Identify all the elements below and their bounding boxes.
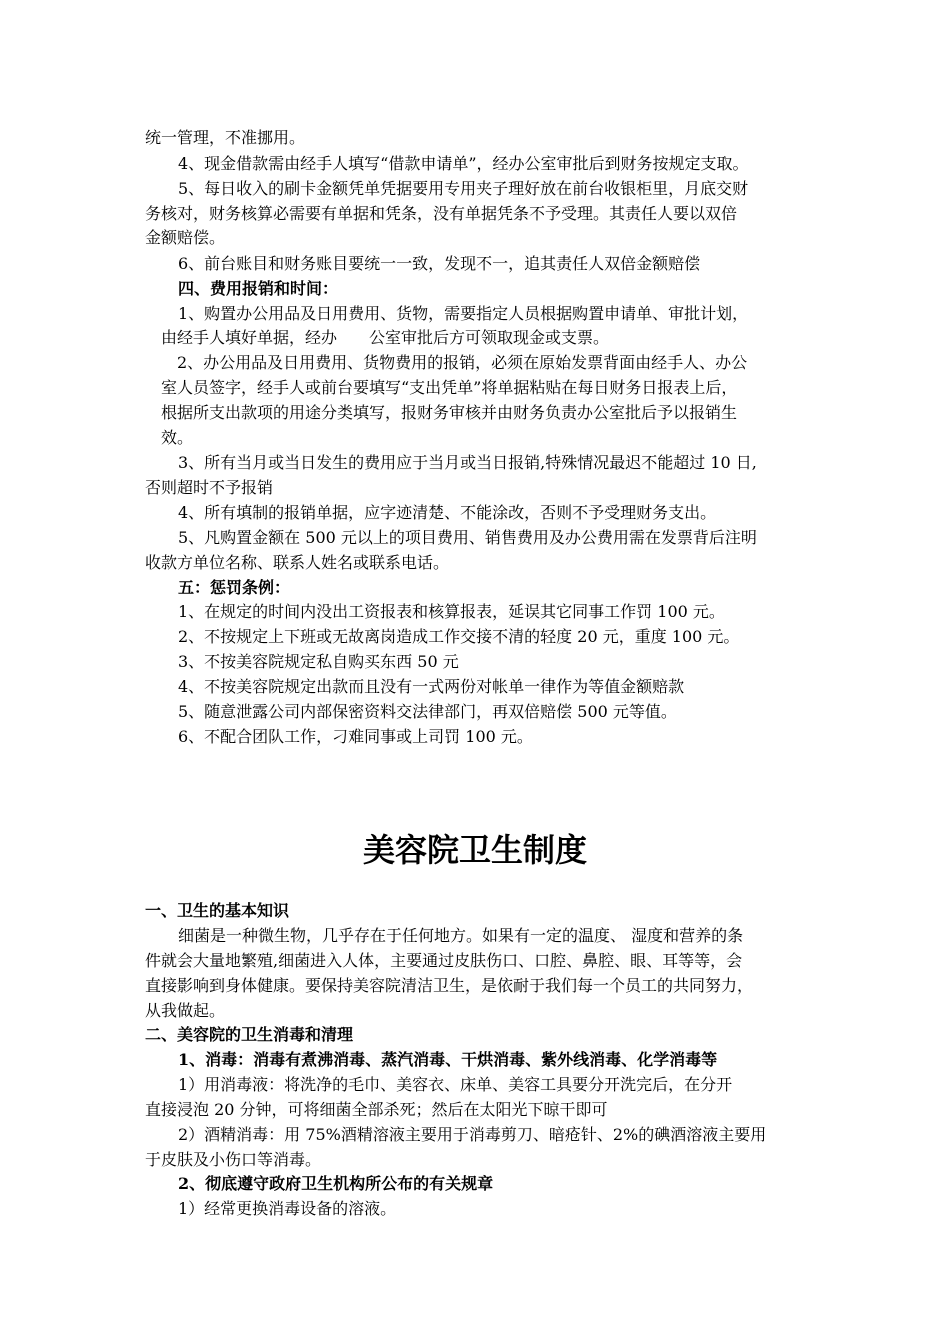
list-item: 6、不配合团队工作，刁难同事或上司罚 100 元。 <box>178 727 533 746</box>
paragraph-line: 根据所支出款项的用途分类填写，报财务审核并由财务负责办公室批后予以报销生 <box>161 403 738 422</box>
paragraph-line: 6、前台账目和财务账目要统一一致，发现不一，追其责任人双倍金额赔偿 <box>178 254 701 273</box>
paragraph-line: 务核对，财务核算必需要有单据和凭条，没有单据凭条不予受理。其责任人要以双倍 <box>145 204 738 223</box>
list-item: 4、不按美容院规定出款而且没有一式两份对帐单一律作为等值金额赔款 <box>178 677 685 696</box>
paragraph-line: 室人员签字，经手人或前台要填写“支出凭单”将单据粘贴在每日财务日报表上后， <box>161 378 738 397</box>
section-heading: 一、卫生的基本知识 <box>145 901 290 920</box>
paragraph-line: 1、购置办公用品及日用费用、货物，需要指定人员根据购置申请单、审批计划， <box>178 304 749 323</box>
section-heading: 四、费用报销和时间： <box>178 279 339 298</box>
subsection-heading: 1、消毒：消毒有煮沸消毒、蒸汽消毒、干烘消毒、紫外线消毒、化学消毒等 <box>178 1050 718 1069</box>
page-title: 美容院卫生制度 <box>362 831 587 869</box>
paragraph-line: 金额赔偿。 <box>145 228 226 247</box>
list-item: 2、不按规定上下班或无故离岗造成工作交接不清的轻度 20 元，重度 100 元。 <box>178 627 740 646</box>
paragraph-line: 效。 <box>161 428 194 447</box>
paragraph-line: 5、每日收入的刷卡金额凭单凭据要用专用夹子理好放在前台收银柜里，月底交财 <box>178 179 749 198</box>
paragraph-line: 5、凡购置金额在 500 元以上的项目费用、销售费用及办公费用需在发票背后注明 <box>178 528 757 547</box>
paragraph-line: 2、办公用品及日用费用、货物费用的报销，必须在原始发票背面由经手人、办公 <box>177 353 748 372</box>
section-heading: 二、美容院的卫生消毒和清理 <box>145 1025 354 1044</box>
list-item: 5、随意泄露公司内部保密资料交法律部门，再双倍赔偿 500 元等值。 <box>178 702 677 721</box>
paragraph-line: 收款方单位名称、联系人姓名或联系电话。 <box>145 553 450 572</box>
paragraph-line: 1）经常更换消毒设备的溶液。 <box>178 1199 397 1218</box>
paragraph-line: 1）用消毒液：将洗净的毛巾、美容衣、床单、美容工具要分开洗完后，在分开 <box>178 1075 733 1094</box>
paragraph-line: 统一管理，不准挪用。 <box>145 128 306 147</box>
paragraph-line: 3、所有当月或当日发生的费用应于当月或当日报销,特殊情况最迟不能超过 10 日, <box>178 453 757 472</box>
paragraph-line: 直接影响到身体健康。要保持美容院清洁卫生，是依耐于我们每一个员工的共同努力， <box>145 976 754 995</box>
subsection-heading: 2、彻底遵守政府卫生机构所公布的有关规章 <box>178 1174 494 1193</box>
paragraph-line: 于皮肤及小伤口等消毒。 <box>145 1150 322 1169</box>
section-heading: 五：惩罚条例： <box>178 578 291 597</box>
paragraph-line: 4、所有填制的报销单据，应字迹清楚、不能涂改，否则不予受理财务支出。 <box>178 503 717 522</box>
paragraph-line: 细菌是一种微生物，几乎存在于任何地方。如果有一定的温度、 湿度和营养的条 <box>178 926 744 945</box>
paragraph-line: 直接浸泡 20 分钟，可将细菌全部杀死；然后在太阳光下晾干即可 <box>145 1100 608 1119</box>
paragraph-line: 从我做起。 <box>145 1001 226 1020</box>
list-item: 3、不按美容院规定私自购买东西 50 元 <box>178 652 459 671</box>
paragraph-line: 否则超时不予报销 <box>145 478 274 497</box>
paragraph-line: 4、现金借款需由经手人填写“借款申请单”，经办公室审批后到财务按规定支取。 <box>178 154 749 173</box>
paragraph-line: 由经手人填好单据，经办 公室审批后方可领取现金或支票。 <box>161 328 610 347</box>
paragraph-line: 件就会大量地繁殖,细菌进入人体，主要通过皮肤伤口、口腔、鼻腔、眼、耳等等，会 <box>145 951 743 970</box>
paragraph-line: 2）酒精消毒：用 75%酒精溶液主要用于消毒剪刀、暗疮针、2%的碘酒溶液主要用 <box>178 1125 767 1144</box>
list-item: 1、在规定的时间内没出工资报表和核算报表，延误其它同事工作罚 100 元。 <box>178 602 725 621</box>
